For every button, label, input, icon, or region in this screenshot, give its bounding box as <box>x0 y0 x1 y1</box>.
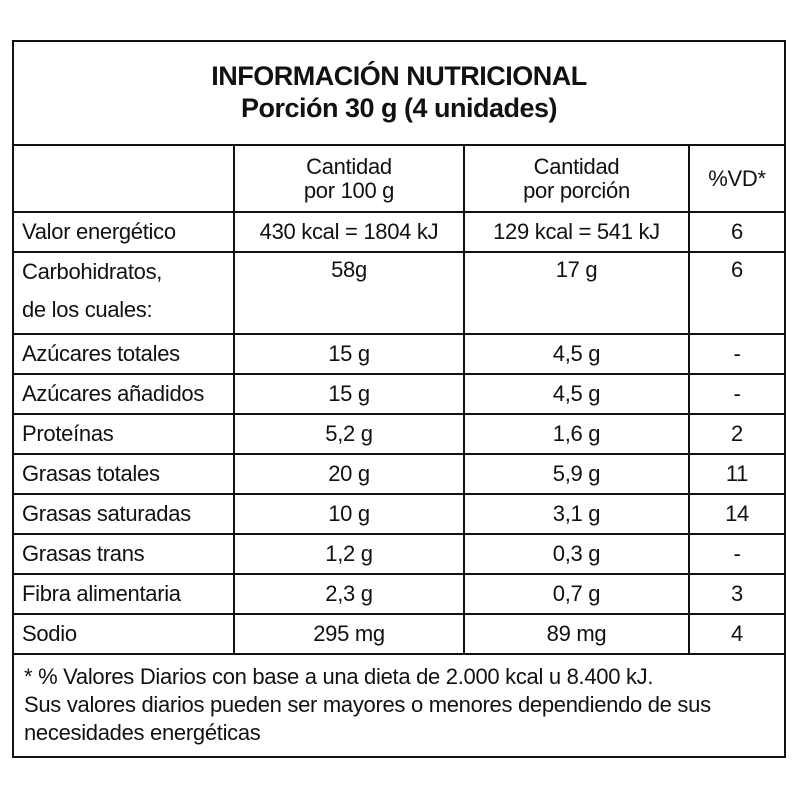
per-portion-value: 129 kcal = 541 kJ <box>464 212 689 252</box>
footnote-line: necesidades energéticas <box>24 720 261 745</box>
per-100g-value: 2,3 g <box>234 574 464 614</box>
nutrient-name: Carbohidratos, de los cuales: <box>14 252 234 334</box>
table-row <box>14 534 784 574</box>
table-row <box>14 614 784 654</box>
per-portion-value: 4,5 g <box>464 374 689 414</box>
table-row <box>14 574 784 614</box>
per-portion-value: 17 g <box>464 252 689 334</box>
table-row <box>14 212 784 252</box>
nutrient-name: Valor energético <box>14 212 234 252</box>
per-portion-value: 4,5 g <box>464 334 689 374</box>
nutrient-name: Azúcares añadidos <box>14 374 234 414</box>
per-100g-value: 58g <box>234 252 464 334</box>
vd-value: - <box>689 334 784 374</box>
vd-value: - <box>689 534 784 574</box>
per-100g-value: 10 g <box>234 494 464 534</box>
per-portion-value: 1,6 g <box>464 414 689 454</box>
vd-value: - <box>689 374 784 414</box>
table-row <box>14 414 784 454</box>
nutrition-table <box>14 146 784 655</box>
per-portion-value: 0,3 g <box>464 534 689 574</box>
column-header-per-portion: Cantidad por porción <box>464 146 689 212</box>
per-portion-value: 89 mg <box>464 614 689 654</box>
nutrient-name: Proteínas <box>14 414 234 454</box>
nutrient-name: Grasas trans <box>14 534 234 574</box>
column-header-nutrient <box>14 146 234 212</box>
per-portion-value: 3,1 g <box>464 494 689 534</box>
vd-value: 6 <box>689 212 784 252</box>
per-100g-value: 15 g <box>234 334 464 374</box>
vd-value: 2 <box>689 414 784 454</box>
table-row <box>14 334 784 374</box>
column-header-per-100g: Cantidad por 100 g <box>234 146 464 212</box>
vd-value: 11 <box>689 454 784 494</box>
vd-value: 6 <box>689 252 784 334</box>
label-footnote <box>14 655 784 747</box>
per-portion-value: 0,7 g <box>464 574 689 614</box>
nutrient-name: Fibra alimentaria <box>14 574 234 614</box>
per-portion-value: 5,9 g <box>464 454 689 494</box>
label-title: INFORMACIÓN NUTRICIONAL <box>211 61 587 91</box>
vd-value: 3 <box>689 574 784 614</box>
per-100g-value: 295 mg <box>234 614 464 654</box>
footnote-line: Sus valores diarios pueden ser mayores o menores dependiendo de sus <box>24 692 711 717</box>
nutrient-name: Grasas totales <box>14 454 234 494</box>
per-100g-value: 5,2 g <box>234 414 464 454</box>
table-row <box>14 374 784 414</box>
footnote-line: * % Valores Diarios con base a una dieta de 2.000 kcal u 8.400 kJ. <box>24 664 654 689</box>
column-header-vd: %VD* <box>689 146 784 212</box>
vd-value: 4 <box>689 614 784 654</box>
table-row <box>14 252 784 334</box>
per-100g-value: 430 kcal = 1804 kJ <box>234 212 464 252</box>
nutrition-facts-label <box>12 40 786 758</box>
per-100g-value: 1,2 g <box>234 534 464 574</box>
nutrient-name: Azúcares totales <box>14 334 234 374</box>
per-100g-value: 15 g <box>234 374 464 414</box>
portion-size: Porción 30 g (4 unidades) <box>240 93 558 123</box>
per-100g-value: 20 g <box>234 454 464 494</box>
nutrient-name: Sodio <box>14 614 234 654</box>
table-header-row <box>14 146 784 212</box>
table-row <box>14 494 784 534</box>
vd-value: 14 <box>689 494 784 534</box>
nutrient-name: Grasas saturadas <box>14 494 234 534</box>
label-header <box>14 42 784 146</box>
table-row <box>14 454 784 494</box>
